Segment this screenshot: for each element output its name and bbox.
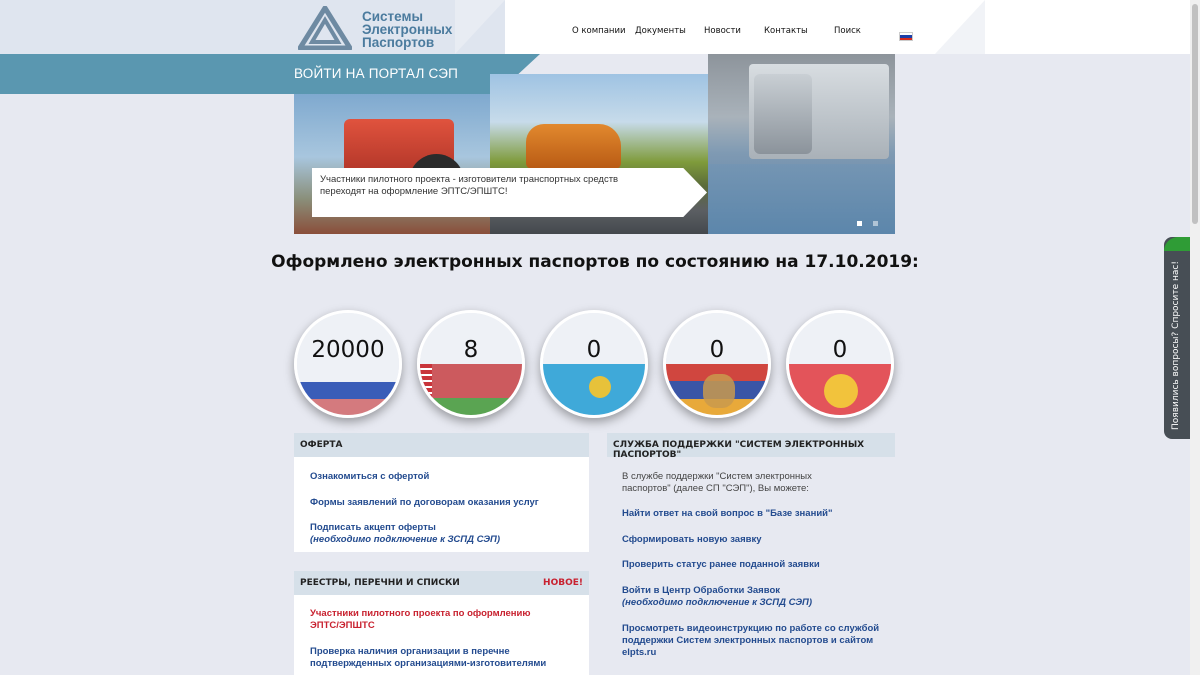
nav-news[interactable]: Новости	[704, 26, 741, 36]
logo-line-3: Паспортов	[362, 35, 435, 50]
support-new-request-link[interactable]: Сформировать новую заявку	[622, 534, 762, 545]
stats-title: Оформлено электронных паспортов по состоянию на 17.10.2019:	[271, 252, 919, 272]
support-video-line-1: Просмотреть видеоинструкцию по работе со службой	[622, 623, 880, 634]
nav-search[interactable]: Поиск	[834, 26, 861, 36]
logo-triangle-icon	[298, 6, 352, 50]
stat-value-belarus: 8	[463, 337, 479, 363]
stat-circle-armenia	[663, 310, 771, 418]
offer-sign-note[interactable]	[310, 534, 500, 546]
support-intro-line-2: паспортов" (далее СП "СЭП"), Вы можете:	[622, 483, 809, 494]
support-video-line-2: поддержки Систем электронных паспортов и сайтом	[622, 635, 874, 646]
registry-check-line-1: Проверка наличия организации в перечне	[310, 646, 510, 657]
language-flag-ru-icon[interactable]	[899, 32, 913, 41]
logo-text	[362, 10, 452, 49]
stat-value-armenia: 0	[709, 337, 725, 363]
slider-dot-2[interactable]	[873, 221, 878, 226]
slider-dot-1[interactable]	[857, 221, 862, 226]
portal-login-link[interactable]: ВОЙТИ НА ПОРТАЛ СЭП	[294, 66, 459, 81]
offer-sign-note-text: (необходимо подключение к ЗСПД СЭП)	[310, 534, 501, 545]
support-intro	[622, 471, 812, 495]
support-center-note[interactable]	[622, 597, 812, 609]
stat-value-kazakhstan: 0	[586, 337, 602, 363]
support-status-link[interactable]: Проверить статус ранее поданной заявки	[622, 559, 820, 570]
registry-check-link[interactable]	[310, 646, 546, 670]
nav-about[interactable]: О компании	[572, 26, 626, 36]
support-intro-line-1: В службе поддержки "Систем электронных	[622, 471, 812, 482]
truck-cab-shape	[754, 74, 812, 154]
registry-pilot-link[interactable]	[310, 608, 531, 632]
registry-panel-header	[294, 571, 589, 595]
stat-value-kyrgyzstan: 0	[832, 337, 848, 363]
slide-caption-text: Участники пилотного проекта - изготовители транспортных средств переходят на оформление ЭПТС/ЭПШТС!	[320, 174, 619, 197]
logo-line-1: Системы	[362, 9, 424, 24]
registry-check-line-2: подтвержденных организациями-изготовителями	[310, 658, 547, 669]
stat-value-russia: 20000	[311, 337, 385, 363]
registry-pilot-line-2: ЭПТС/ЭПШТС	[310, 620, 375, 631]
stat-circle-belarus	[417, 310, 525, 418]
stat-circle-kazakhstan	[540, 310, 648, 418]
offer-forms-link[interactable]: Формы заявлений по договорам оказания услуг	[310, 497, 539, 508]
site-logo[interactable]	[298, 6, 468, 50]
support-center-note-text: (необходимо подключение к ЗСПД СЭП)	[622, 597, 813, 608]
support-center-link[interactable]: Войти в Центр Обработки Заявок	[622, 585, 781, 596]
banner-slider	[294, 54, 895, 234]
offer-panel-header: ОФЕРТА	[294, 433, 589, 457]
stat-circle-kyrgyzstan	[786, 310, 894, 418]
offer-sign-link[interactable]: Подписать акцепт оферты	[310, 522, 436, 533]
header-right-bevel	[935, 0, 985, 54]
ask-us-tab-label: Появились вопросы? Спросите нас!	[1171, 261, 1181, 430]
stat-circle-russia	[294, 310, 402, 418]
registry-pilot-line-1: Участники пилотного проекта по оформлению	[310, 608, 531, 619]
registry-new-badge: НОВОЕ!	[543, 578, 583, 588]
support-video-link[interactable]	[622, 623, 879, 659]
offer-view-link[interactable]: Ознакомиться с офертой	[310, 471, 430, 482]
logo-line-2: Электронных	[362, 22, 453, 37]
registry-panel-title: РЕЕСТРЫ, ПЕРЕЧНИ И СПИСКИ	[300, 578, 460, 588]
support-video-line-3: elpts.ru	[622, 647, 657, 658]
support-knowledge-link[interactable]: Найти ответ на свой вопрос в "Базе знаний"	[622, 508, 833, 519]
nav-documents[interactable]: Документы	[635, 26, 686, 36]
slider-dots	[857, 211, 895, 234]
page-scrollbar-thumb[interactable]	[1192, 4, 1198, 224]
support-panel-header: СЛУЖБА ПОДДЕРЖКИ "СИСТЕМ ЭЛЕКТРОННЫХ ПАСПОРТОВ"	[607, 433, 895, 457]
car-shape	[526, 124, 621, 169]
nav-contacts[interactable]: Контакты	[764, 26, 808, 36]
